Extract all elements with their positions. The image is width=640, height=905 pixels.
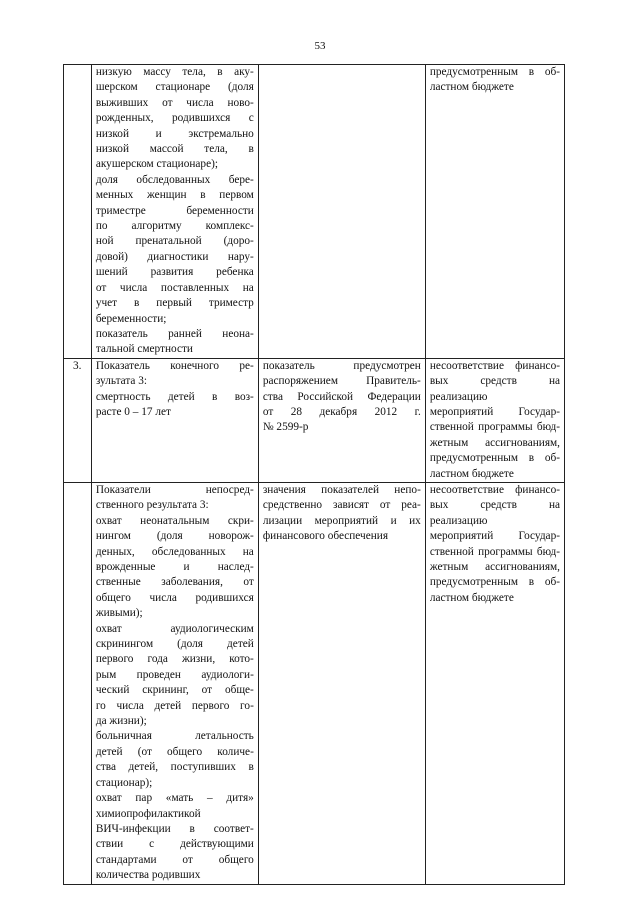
cell-text-line: беременности;: [95, 312, 167, 325]
cell-text-line: стандартами от общего: [95, 853, 254, 866]
cell-text-line: несоответствие финансо-: [429, 359, 560, 372]
cell-text-line: учет в первый триместр: [95, 297, 254, 310]
risk-cell: [425, 358, 564, 482]
cell-text-line: химиопрофилактикой: [95, 807, 201, 820]
cell-text-line: ства детей, поступивших в: [95, 761, 254, 774]
table-row: [64, 358, 565, 482]
cell-text-line: больничная летальность: [95, 730, 254, 743]
row-number-cell: [64, 65, 92, 359]
cell-text-line: акушерском стационаре);: [95, 158, 218, 171]
cell-text-line: предусмотренным в об-: [429, 66, 560, 78]
basis-cell: [258, 482, 425, 884]
cell-text-line: довой) диагностики нару-: [95, 250, 254, 263]
cell-text-line: охват аудиологическим: [95, 622, 254, 635]
cell-text-line: количества родивших: [95, 869, 201, 882]
cell-text-line: от 28 декабря 2012 г.: [262, 405, 421, 418]
cell-text-line: несоответствие финансо-: [429, 483, 560, 496]
cell-text-line: ластном бюджете: [429, 467, 514, 480]
cell-text-line: скринингом (доля детей: [95, 638, 254, 651]
cell-text-line: стационар);: [95, 776, 153, 789]
cell-text-line: ВИЧ-инфекции в соответ-: [95, 822, 254, 835]
cell-text-line: ластном бюджете: [429, 591, 514, 604]
cell-text-line: ственного результата 3:: [95, 499, 209, 512]
cell-text-line: Показатели непосред-: [95, 483, 254, 496]
cell-text-line: мероприятий Государ-: [429, 405, 560, 418]
cell-text-line: тальной смертности: [95, 343, 193, 356]
cell-text-line: рым проведен аудиологи-: [95, 668, 254, 681]
cell-text-line: шерском стационаре (доля: [95, 81, 254, 94]
page-number: 53: [314, 40, 326, 52]
cell-text-line: денных, обследованных на: [95, 545, 254, 558]
table-row: [64, 482, 565, 884]
cell-text-line: менных женщин в первом: [95, 189, 254, 202]
cell-text-line: низкую массу тела, в аку-: [95, 66, 254, 78]
cell-text-line: показатель предусмотрен: [262, 359, 421, 372]
indicator-cell: [91, 482, 258, 884]
cell-text-line: зультата 3:: [95, 375, 148, 388]
cell-text-line: распоряжением Правитель-: [262, 375, 421, 388]
cell-text-line: ственные заболевания, от: [95, 576, 254, 589]
cell-text-line: шений развития ребенка: [95, 266, 254, 279]
cell-text-line: лизации мероприятий и их: [262, 514, 421, 527]
cell-text-line: рожденных, родившихся с: [95, 112, 254, 125]
basis-cell: [258, 358, 425, 482]
row-number-cell: 3.: [64, 358, 92, 482]
cell-text-line: жетным ассигнованиям,: [429, 436, 560, 449]
cell-text-line: ствии с действующими: [95, 838, 254, 851]
cell-text-line: от числа поставленных на: [95, 281, 254, 294]
cell-text-line: по алгоритму комплекс-: [95, 220, 254, 233]
cell-text-line: доля обследованных бере-: [95, 173, 254, 186]
cell-text-line: средственно зависят от реа-: [262, 499, 421, 512]
cell-text-line: охват пар «мать – дитя»: [95, 792, 254, 805]
cell-text-line: ластном бюджете: [429, 81, 514, 94]
cell-text-line: Показатель конечного ре-: [95, 359, 254, 372]
risk-cell: [425, 65, 564, 359]
indicator-cell: [91, 65, 258, 359]
cell-text-line: финансового обеспечения: [262, 530, 389, 543]
cell-text-line: значения показателей непо-: [262, 483, 421, 496]
cell-text-line: ства Российской Федерации: [262, 390, 421, 403]
basis-cell: [258, 65, 425, 359]
indicator-cell: [91, 358, 258, 482]
cell-text-line: жетным ассигнованиям,: [429, 561, 560, 573]
cell-text-line: показатель ранней неона-: [95, 327, 254, 340]
cell-text-line: выживших от числа ново-: [95, 96, 254, 109]
cell-text-line: № 2599-р: [262, 421, 309, 434]
cell-text-line: первого года жизни, кото-: [95, 653, 254, 666]
cell-text-line: живыми);: [95, 607, 143, 620]
cell-text-line: нингом (доля новорож-: [95, 530, 254, 543]
cell-text-line: да жизни);: [95, 715, 147, 728]
cell-text-line: ственной программы бюд-: [429, 421, 560, 434]
row-number-cell: [64, 482, 92, 884]
cell-text-line: ственной программы бюд-: [429, 545, 560, 558]
cell-text-line: ческий скрининг, от обще-: [95, 684, 254, 697]
cell-text-line: детей (от общего количе-: [95, 745, 254, 758]
cell-text-line: предусмотренным в об-: [429, 576, 560, 589]
cell-text-line: низкой и экстремально: [95, 127, 254, 140]
cell-text-line: вых средств на реализацию: [429, 499, 560, 527]
cell-text-line: ной пренатальной (доро-: [95, 235, 254, 248]
cell-text-line: го числа детей первого го-: [95, 699, 254, 712]
table-row: [64, 65, 565, 359]
cell-text-line: охват неонатальным скри-: [95, 514, 254, 527]
cell-text-line: общего числа родившихся: [95, 591, 254, 604]
cell-text-line: низкой массой тела, в: [95, 143, 254, 156]
cell-text-line: мероприятий Государ-: [429, 530, 560, 543]
results-indicators-table: [63, 64, 565, 885]
cell-text-line: предусмотренным в об-: [429, 452, 560, 465]
cell-text-line: врожденные и наслед-: [95, 561, 254, 573]
cell-text-line: расте 0 – 17 лет: [95, 405, 171, 418]
cell-text-line: триместре беременности: [95, 204, 254, 217]
risk-cell: [425, 482, 564, 884]
cell-text-line: вых средств на реализацию: [429, 375, 560, 403]
cell-text-line: смертность детей в воз-: [95, 390, 254, 403]
